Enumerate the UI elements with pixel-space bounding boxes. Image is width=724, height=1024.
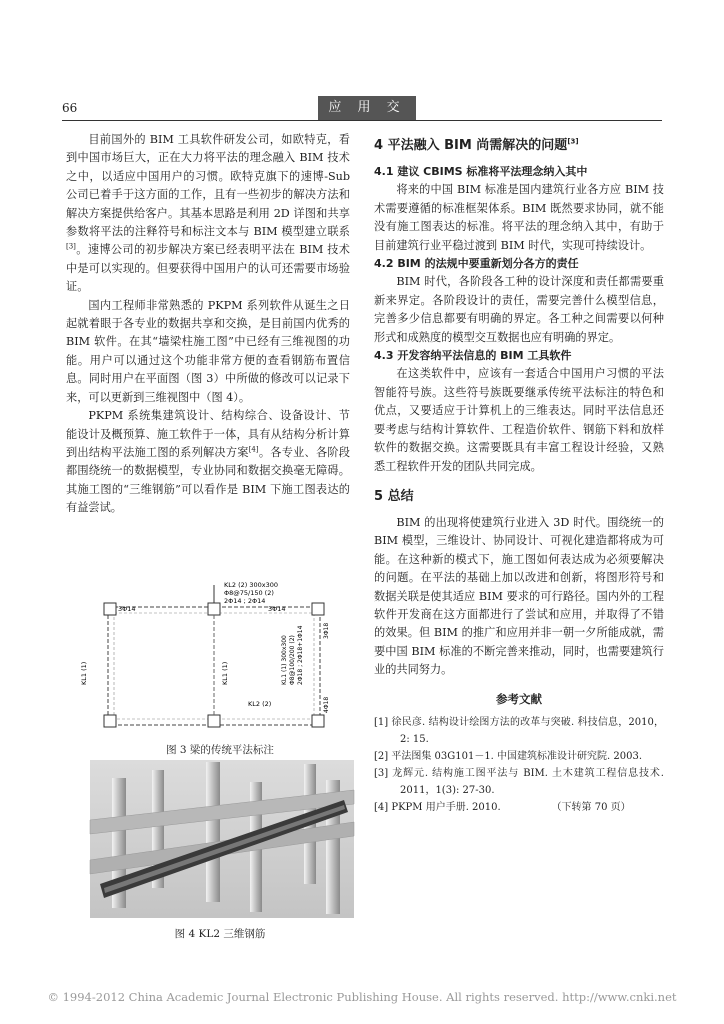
- section-4-3-heading: 4.3 开发容纳平法信息的 BIM 工具软件: [374, 349, 572, 363]
- paragraph: 将来的中国 BIM 标准是国内建筑行业各方应 BIM 技术需要遵循的标准框架体系。BIM 既然要求协同，就不能没有施工图表达的标准。将平法的理念纳入其中，有助于目前建筑行业平稳过渡到 BIM 时代，实现可持续设计。: [374, 183, 664, 252]
- column: [104, 715, 116, 727]
- fig3-label: 3Φ14: [118, 605, 136, 613]
- fig3-label: 3Φ14: [268, 605, 286, 613]
- column-3d: [206, 762, 220, 902]
- figure-3-caption: 图 3 梁的传统平法标注: [166, 744, 274, 756]
- left-column: [66, 131, 350, 518]
- figure-4-caption: 图 4 KL2 三维钢筋: [174, 928, 266, 940]
- fig3-label: KL2 (2) 300x300: [224, 581, 279, 589]
- fig3-label: Φ8@75/150 (2): [224, 589, 274, 597]
- fig3-label: Φ8@100/200 (2): [289, 635, 296, 685]
- paragraph: 在这类软件中，应该有一套适合中国用户习惯的平法智能符号族。这些符号族既要继承传统平法标注的特色和优点，又要适应于计算机上的三维表达。同时平法信息还要考虑与结构计算软件、工程造价软件、钢筋下料和放样软件的数据交换。这需要既具有丰富工程设计经验，又熟悉工程软件开发的团队共同完成。: [374, 367, 664, 473]
- fig3-label: 3Φ18: [323, 622, 330, 639]
- page-number: 66: [62, 101, 78, 115]
- section-4-heading: 4 平法融入 BIM 尚需解决的问题[3]: [374, 137, 579, 153]
- paragraph: PKPM 系统集建筑设计、结构综合、设备设计、节能设计及概预算、施工软件于一体，具有从结构分析计算到出结构平法施工图的系列解决方案[4]。各专业、各阶段都围绕统一的数据模型，专业协同和数据交换毫无障碍。其施工图的“三维钢筋”可以看作是 BIM 下施工图表达的有益尝试。: [66, 409, 350, 515]
- reference-item: [3] 龙辉元. 结构施工图平法与 BIM. 土木建筑工程信息技术. 2011，1(3): 27-30.: [374, 767, 664, 796]
- reference-item: [4] PKPM 用户手册. 2010. （下转第 70 页）: [374, 801, 631, 813]
- right-column: [374, 131, 664, 816]
- paragraph: BIM 时代，各阶段各工种的设计深度和责任都需要重新来界定。各阶段设计的责任，需要完善什么模型信息，完善多少信息都要有明确的界定。各工种之间需要以何种形式和成熟度的模型交互数据也应有明确的界定。: [374, 275, 664, 344]
- column: [208, 603, 220, 615]
- section-banner: 应 用 交 流: [318, 96, 416, 120]
- fig3-label: KL1 (1): [80, 661, 88, 685]
- section-5-heading: 5 总结: [374, 488, 414, 504]
- paragraph: 国内工程师非常熟悉的 PKPM 系列软件从诞生之日起就着眼于各专业的数据共享和交换，是目前国内优秀的 BIM 软件。在其“墙梁柱施工图”中已经有三维视图的功能。用户可以通过这个功能非常方便的查看钢筋布置信息。同时用户在平面图（图 3）中所做的修改可以记录下来，可以更新到三维视图中（图 4）。: [66, 298, 350, 404]
- paragraph: 目前国外的 BIM 工具软件研发公司，如欧特克，看到中国市场巨大，正在大力将平法的理念融入 BIM 技术之中，以适应中国用户的习惯。欧特克旗下的速博-Sub 公司已着手于这方面的工作，且有一些初步的解决方法和解决方案提供给客户。其基本思路是利用 2D 详图和共享参数将平法的注释符号和标注文本与 BIM 模型建立联系[3]。速博公司的初步解决方案已经表明平法在 BIM 技术中是可以实现的。但要获得中国用户的认可还需要市场验证。: [66, 133, 350, 294]
- fig3-label: KL1 (1) 300x300: [281, 635, 288, 685]
- reference-item: [1] 徐民彦. 结构设计绘图方法的改革与突破. 科技信息，2010，2: 15.: [374, 716, 664, 745]
- fig3-label: KL1 (1): [221, 661, 229, 685]
- figure-4-render: [90, 760, 354, 918]
- fig3-label: 2Φ18 ; 2Φ18+1Φ14: [297, 625, 304, 685]
- column: [312, 603, 324, 615]
- fig3-label: KL2 (2): [248, 700, 272, 708]
- header-rule: [62, 120, 662, 121]
- section-4-2-heading: 4.2 BIM 的法规中要重新划分各方的责任: [374, 257, 579, 271]
- footer-copyright: © 1994-2012 China Academic Journal Electronic Publishing House. All rights reserved. http://www.cnki.net: [47, 990, 677, 1004]
- fig3-label: 2Φ14 ; 2Φ14: [224, 597, 266, 605]
- fig3-label: 4Φ18: [323, 696, 330, 713]
- column: [104, 603, 116, 615]
- paragraph: BIM 的出现将使建筑行业进入 3D 时代。围绕统一的 BIM 模型，三维设计、协同设计、可视化建造都将成为可能。在这种新的模式下，施工图如何表达成为必须要解决的问题。在平法的基础上加以改进和创新，将图形符号和数据关联是使其适应 BIM 要求的可行路径。国内外的工程软件开发商在这方面都进行了尝试和应用，并取得了不错的效果。但 BIM 的推广和应用并非一朝一夕所能成就，需要中国 BIM 标准的不断完善来推动，同时，也需要建筑行业的共同努力。: [374, 515, 664, 677]
- references-heading: 参考文献: [496, 691, 542, 706]
- figure-3-drawing: [80, 575, 340, 735]
- column: [312, 715, 324, 727]
- reference-item: [2] 平法图集 03G101－1. 中国建筑标准设计研究院. 2003.: [374, 750, 643, 762]
- column: [208, 715, 220, 727]
- section-4-1-heading: 4.1 建议 CBIMS 标准将平法理念纳入其中: [374, 165, 588, 178]
